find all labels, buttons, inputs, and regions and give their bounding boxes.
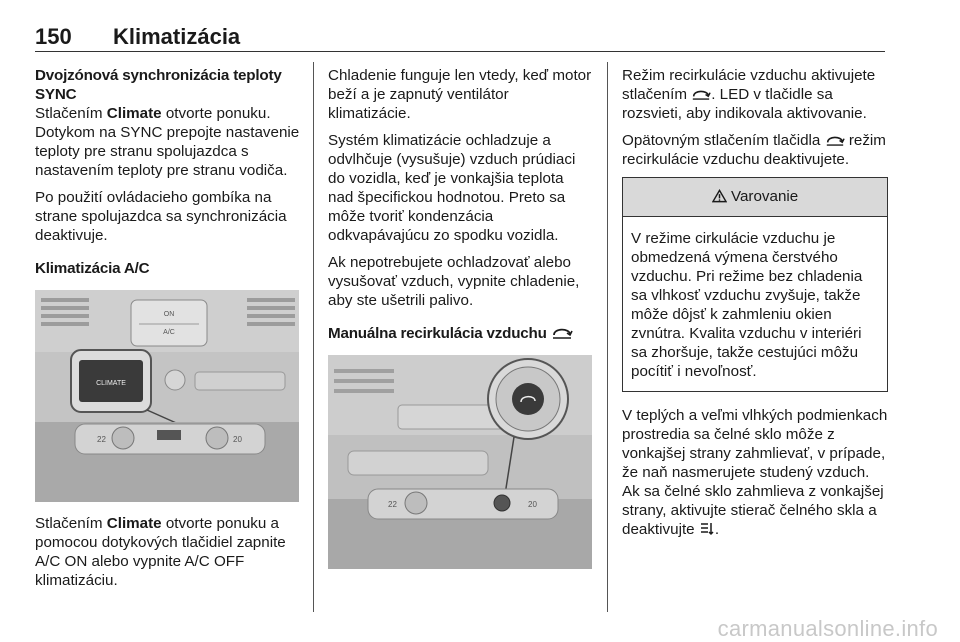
paragraph: Po použití ovládacieho gombíka na strane spolujazdca sa synchronizácia deaktivuje.	[35, 189, 287, 244]
recirculation-icon	[691, 88, 711, 101]
column-divider	[607, 62, 608, 612]
left-temp-label: 22	[388, 500, 397, 509]
left-temp-label: 22	[97, 435, 106, 444]
warning-title: Varovanie	[730, 188, 799, 205]
column-1	[35, 66, 301, 598]
right-temp-label: 20	[233, 435, 242, 444]
warning-box	[622, 177, 888, 392]
page-number: 150	[35, 24, 72, 49]
section-heading-sync: Dvojzónová synchronizácia teploty SYNC	[35, 67, 282, 103]
warning-header	[623, 178, 887, 217]
column-3	[622, 66, 888, 547]
climate-panel-photo	[35, 290, 299, 502]
section-heading-recirculation: Manuálna recirkulácia vzduchu	[328, 324, 592, 343]
section-heading-ac: Klimatizácia A/C	[35, 260, 150, 277]
paragraph: Stlačením Climate otvorte ponuku. Dotykom na SYNC prepojte nastavenie teploty pre stranu spolujazdca s nastavením teploty pre stranu vodiča.	[35, 105, 300, 179]
recirculation-button-photo	[328, 355, 592, 569]
paragraph: Opätovným stlačením tlačidla režim recirkulácie vzduchu deaktivujete.	[622, 132, 886, 168]
recirculation-icon	[551, 326, 573, 340]
ac-button-label: A/C	[163, 329, 175, 336]
on-button-label: ON	[163, 311, 175, 318]
right-temp-label: 20	[528, 500, 537, 509]
paragraph: Systém klimatizácie ochladzuje a odvlhčuje (vysušuje) vzduch prúdiaci do vozidla, keď je vonkajšia teplota nad špecifickou hodnotou. Preto sa môže tvoriť kondenzácia odkvapávajúcu zo spodku vozidla.	[328, 132, 576, 244]
warning-triangle-icon	[712, 189, 727, 203]
warning-body: V režime cirkulácie vzduchu je obmedzená výmena čerstvého vzduchu. Pri režime bez chladenia sa vlhkosť vzduchu zvyšuje, takže môže dôjsť k zahmleniu okien zvnútra. Kvalita vzduchu v interiéri sa zhoršuje, takže cestujúci môžu pocítiť i nevoľnosť.	[631, 230, 863, 380]
defrost-icon	[699, 521, 715, 536]
paragraph: Stlačením Climate otvorte ponuku a pomocou dotykových tlačidiel zapnite A/C ON alebo vypnite A/C OFF klimatizáciu.	[35, 515, 286, 589]
watermark: carmanualsonline.info	[717, 616, 938, 641]
chapter-title: Klimatizácia	[113, 24, 241, 49]
paragraph: Chladenie funguje len vtedy, keď motor beží a je zapnutý ventilátor klimatizácie.	[328, 67, 592, 122]
paragraph: Ak nepotrebujete ochladzovať alebo vysušovať vzduch, vypnite chladenie, aby ste ušetrili palivo.	[328, 254, 580, 309]
paragraph: V teplých a veľmi vlhkých podmienkach prostredia sa čelné sklo môže z vonkajšej strany zahmlievať, v prípade, že naň nasmerujete studený vzduch. Ak sa čelné sklo zahmlieva z vonkajšej strany, aktivujte stierač čelného skla a deaktivujte .	[622, 407, 888, 538]
recirculation-icon	[825, 134, 845, 147]
climate-button-label: CLIMATE	[96, 380, 126, 387]
paragraph: Režim recirkulácie vzduchu aktivujete stlačením . LED v tlačidle sa rozsvieti, aby indikovala aktivovanie.	[622, 67, 876, 122]
page-header	[35, 18, 885, 52]
column-divider	[313, 62, 314, 612]
column-2	[328, 66, 592, 581]
